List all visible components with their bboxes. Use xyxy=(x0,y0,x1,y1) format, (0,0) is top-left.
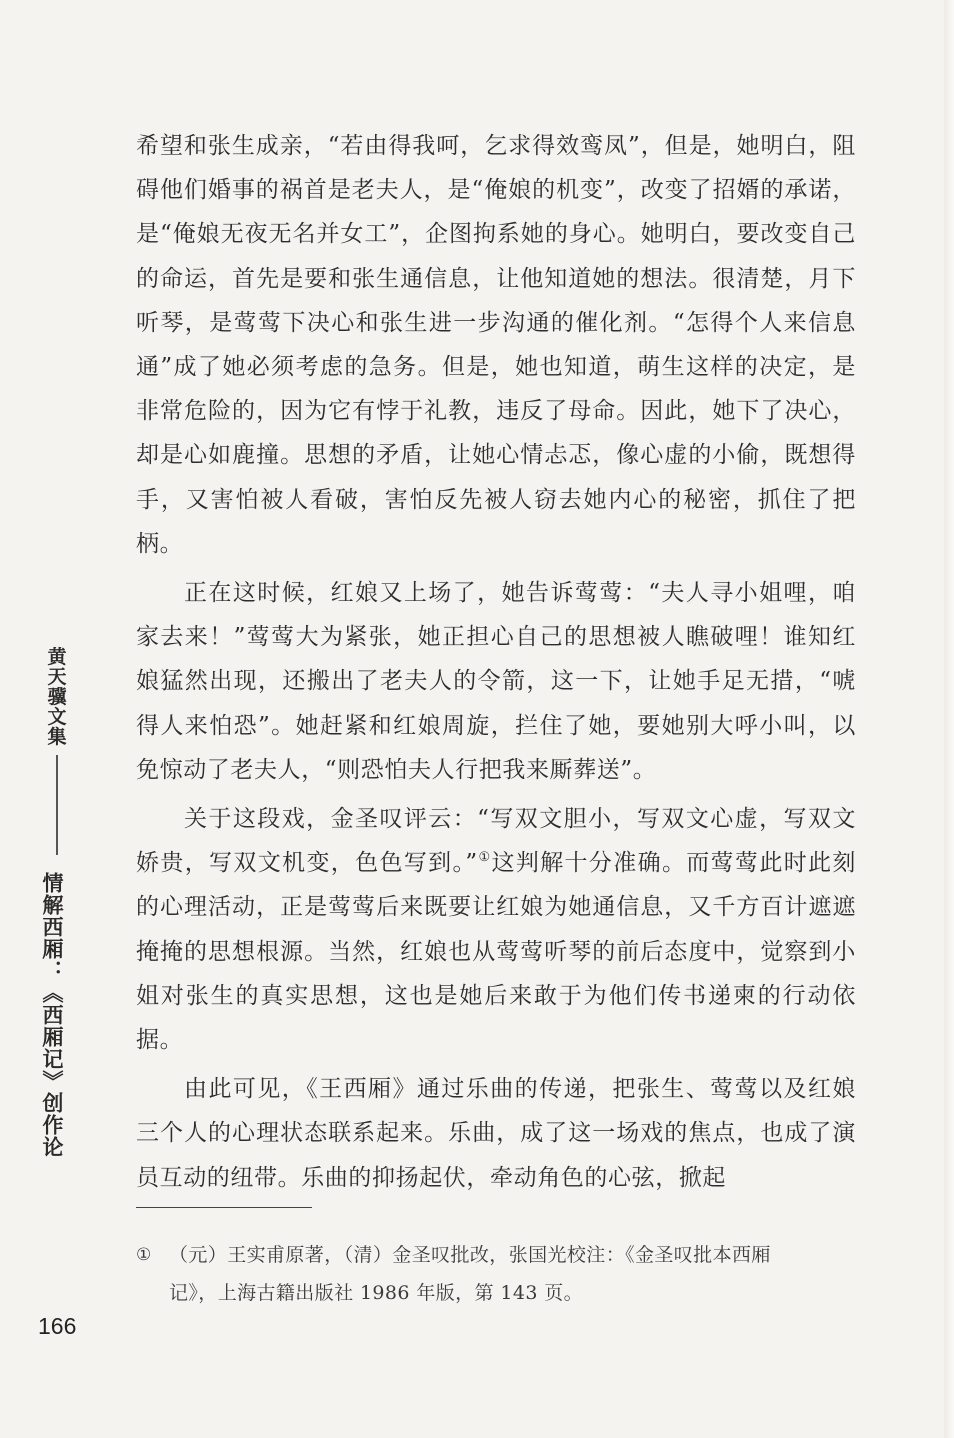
footnote-divider xyxy=(136,1207,312,1208)
volume-title: 情解西厢：《西厢记》创作论 xyxy=(40,872,65,1158)
footnote-line-1 xyxy=(136,1236,852,1274)
series-title: 黄天骥文集 xyxy=(47,646,67,748)
footnote-reference[interactable]: ① xyxy=(477,850,492,866)
page-number: 166 xyxy=(38,1313,77,1339)
paragraph-1: 希望和张生成亲，“若由得我呵，乞求得效鸾凤”，但是，她明白，阻碍他们婚事的祸首是老夫人，是“俺娘的机变”，改变了招婿的承诺，是“俺娘无夜无名并女工”，企图拘系她的身心。她明白，要改变自己的命运，首先是要和张生通信息，让他知道她的想法。很清楚，月下听琴，是莺莺下决心和张生进一步沟通的催化剂。“怎得个人来信息通”成了她必须考虑的急务。但是，她也知道，萌生这样的决定，是非常危险的，因为它有悖于礼教，违反了母命。因此，她下了决心，却是心如鹿撞。思想的矛盾，让她心情忐忑，像心虚的小偷，既想得手，又害怕被人看破，害怕反先被人窃去她内心的秘密，抓住了把柄。 xyxy=(136,133,856,557)
paragraph-4: 由此可见，《王西厢》通过乐曲的传递，把张生、莺莺以及红娘三个人的心理状态联系起来。乐曲，成了这一场戏的焦点，也成了演员互动的纽带。乐曲的抑扬起伏，牵动角色的心弦，掀起 xyxy=(136,1076,856,1191)
paragraph-3-lead: 关于这段戏，金圣叹评云：“写双文胆小，写双文心虚，写双文娇贵，写双文机变，色色写到。” xyxy=(136,806,856,877)
page-edge-shadow xyxy=(944,0,954,1438)
paragraph-3-rest: 这判解十分准确。而莺莺此时此刻的心理活动，正是莺莺后来既要让红娘为她通信息，又千方百计遮遮掩掩的思想根源。当然，红娘也从莺莺听琴的前后态度中，觉察到小姐对张生的真实思想，这也是她后来敢于为他们传书递柬的行动依据。 xyxy=(136,850,857,1054)
paragraph-2: 正在这时候，红娘又上场了，她告诉莺莺：“夫人寻小姐哩，咱家去来！”莺莺大为紧张，她正担心自己的思想被人瞧破哩！谁知红娘猛然出现，还搬出了老夫人的令箭，这一下，让她手足无措，“唬得人来怕恐”。她赶紧和红娘周旋，拦住了她，要她别大呼小叫，以免惊动了老夫人，“则恐怕夫人行把我来厮葬送”。 xyxy=(136,580,856,783)
footnote-mark: ① xyxy=(136,1245,152,1265)
footnote xyxy=(136,1236,852,1312)
main-text xyxy=(136,124,856,1200)
sidebar-divider xyxy=(56,755,58,855)
paragraph-3 xyxy=(136,797,856,1062)
footnote-text-2: 记》，上海古籍出版社 1986 年版，第 143 页。 xyxy=(169,1282,584,1304)
footnote-text-1: （元）王实甫原著，（清）金圣叹批改，张国光校注：《金圣叹批本西厢 xyxy=(169,1244,771,1266)
